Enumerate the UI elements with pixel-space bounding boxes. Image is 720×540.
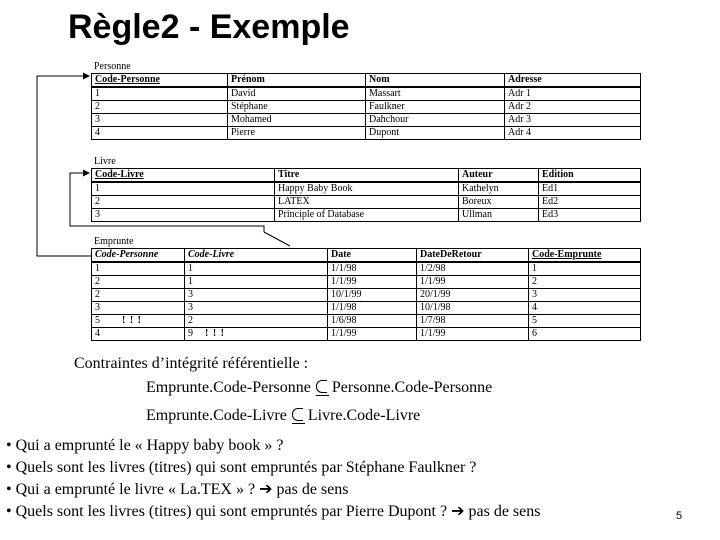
cell-value: 5: [95, 315, 100, 326]
table-cell: Faulkner: [366, 101, 505, 114]
table-cell: Dahchour: [366, 114, 505, 127]
column-header: Code-Livre: [92, 169, 275, 183]
constraint-left: Emprunte.Code-Livre: [146, 407, 287, 424]
table-row: [92, 101, 641, 114]
table-row: [92, 289, 641, 302]
table-header-row: [92, 169, 641, 183]
column-header: Adresse: [505, 74, 641, 88]
table-cell: David: [228, 87, 366, 101]
table-row: [92, 315, 641, 328]
table-cell: 4: [529, 302, 641, 315]
table-cell: 1/2/98: [417, 262, 529, 276]
constraint-left: Emprunte.Code-Personne: [146, 379, 311, 396]
table-cell: 2: [92, 276, 185, 289]
column-header: Date: [328, 249, 417, 263]
constraint-line-1: [146, 378, 492, 398]
column-header: Edition: [539, 169, 641, 183]
table-cell: 3: [185, 302, 328, 315]
column-header: Nom: [366, 74, 505, 88]
table-cell: 1/7/98: [417, 315, 529, 328]
column-header: Titre: [275, 169, 459, 183]
table-cell: 1: [92, 87, 228, 101]
constraint-right: Livre.Code-Livre: [307, 407, 421, 424]
table-cell: Boreux: [459, 196, 539, 209]
table-label-emprunte: Emprunte: [94, 236, 134, 247]
table-cell: 1: [92, 262, 185, 276]
table-cell: Ed1: [539, 182, 641, 196]
table-row: [92, 209, 641, 222]
table-cell: 1: [185, 262, 328, 276]
table-cell: 2: [92, 289, 185, 302]
table-cell: Adr 1: [505, 87, 641, 101]
table-header-row: [92, 74, 641, 88]
table-cell: 3: [185, 289, 328, 302]
personne-table: [91, 73, 641, 140]
table-cell: 3: [92, 209, 275, 222]
table-cell: 1/1/99: [328, 328, 417, 341]
emprunte-table: [91, 248, 641, 341]
table-cell: LATEX: [275, 196, 459, 209]
table-cell: Kathelyn: [459, 182, 539, 196]
table-cell: Happy Baby Book: [275, 182, 459, 196]
table-cell: Stéphane: [228, 101, 366, 114]
table-cell: [92, 315, 185, 328]
table-cell: [185, 328, 328, 341]
table-cell: Ed3: [539, 209, 641, 222]
cell-value: 9: [188, 328, 193, 339]
arrow-code-personne: [37, 76, 91, 256]
question-4: [6, 501, 540, 523]
table-cell: 1: [185, 276, 328, 289]
table-row: [92, 276, 641, 289]
table-cell: 5: [529, 315, 641, 328]
table-cell: Dupont: [366, 127, 505, 140]
column-header: Code-Personne: [92, 74, 228, 88]
question-3: [6, 479, 348, 501]
table-cell: 2: [92, 196, 275, 209]
table-cell: 2: [529, 276, 641, 289]
table-cell: 1: [529, 262, 641, 276]
column-header: DateDeRetour: [417, 249, 529, 263]
column-header: Code-Livre: [185, 249, 328, 263]
column-header: Code-Personne: [92, 249, 185, 263]
table-cell: 2: [92, 101, 228, 114]
table-cell: Adr 2: [505, 101, 641, 114]
table-row: [92, 114, 641, 127]
table-cell: 1/1/99: [417, 276, 529, 289]
table-cell: 1/1/99: [328, 276, 417, 289]
table-cell: Adr 3: [505, 114, 641, 127]
table-row: [92, 182, 641, 196]
table-row: [92, 328, 641, 341]
table-cell: Mohamed: [228, 114, 366, 127]
question-text: • Quels sont les livres (titres) qui sont empruntés par Pierre Dupont ?: [6, 503, 448, 520]
arrow-right-icon: ➔: [451, 503, 465, 520]
table-cell: Ullman: [459, 209, 539, 222]
table-row: [92, 127, 641, 140]
question-text: • Qui a emprunté le livre « La.TEX » ?: [6, 481, 256, 498]
table-cell: 1: [92, 182, 275, 196]
column-header: Auteur: [459, 169, 539, 183]
column-header: Code-Emprunte: [529, 249, 641, 263]
table-cell: Ed2: [539, 196, 641, 209]
table-cell: 10/1/99: [328, 289, 417, 302]
table-cell: Adr 4: [505, 127, 641, 140]
table-cell: 1/1/98: [328, 262, 417, 276]
question-1: • Qui a emprunté le « Happy baby book » ?: [6, 437, 284, 454]
arrow-right-icon: ➔: [259, 481, 273, 498]
constraints-heading: Contraintes d’intégrité référentielle :: [74, 355, 309, 372]
table-row: [92, 196, 641, 209]
page-number: 5: [676, 510, 683, 522]
table-row: [92, 262, 641, 276]
table-header-row: [92, 249, 641, 263]
constraint-right: Personne.Code-Personne: [331, 379, 493, 396]
table-cell: 3: [529, 289, 641, 302]
table-cell: Massart: [366, 87, 505, 101]
answer-text: pas de sens: [276, 481, 349, 498]
table-cell: 4: [92, 328, 185, 341]
table-cell: 20/1/99: [417, 289, 529, 302]
table-cell: Pierre: [228, 127, 366, 140]
invalid-reference-marker: ! ! !: [205, 328, 225, 339]
subset-icon: [316, 380, 327, 393]
livre-table: [91, 168, 641, 222]
invalid-reference-marker: ! ! !: [122, 315, 142, 326]
table-row: [92, 302, 641, 315]
subset-icon: [292, 408, 303, 421]
constraint-line-2: [146, 406, 420, 426]
table-cell: 2: [185, 315, 328, 328]
table-cell: 4: [92, 127, 228, 140]
table-cell: 1/1/98: [328, 302, 417, 315]
table-cell: 10/1/98: [417, 302, 529, 315]
column-header: Prénom: [228, 74, 366, 88]
question-2: • Quels sont les livres (titres) qui sont empruntés par Stéphane Faulkner ?: [6, 459, 477, 476]
table-cell: 6: [529, 328, 641, 341]
table-cell: 1/6/98: [328, 315, 417, 328]
table-row: [92, 87, 641, 101]
answer-text: pas de sens: [468, 503, 541, 520]
page-title: Règle2 - Exemple: [68, 8, 350, 46]
table-cell: 1/1/99: [417, 328, 529, 341]
table-label-livre: Livre: [94, 156, 116, 167]
table-cell: Principle of Database: [275, 209, 459, 222]
table-cell: 3: [92, 302, 185, 315]
table-label-personne: Personne: [94, 61, 131, 72]
table-cell: 3: [92, 114, 228, 127]
